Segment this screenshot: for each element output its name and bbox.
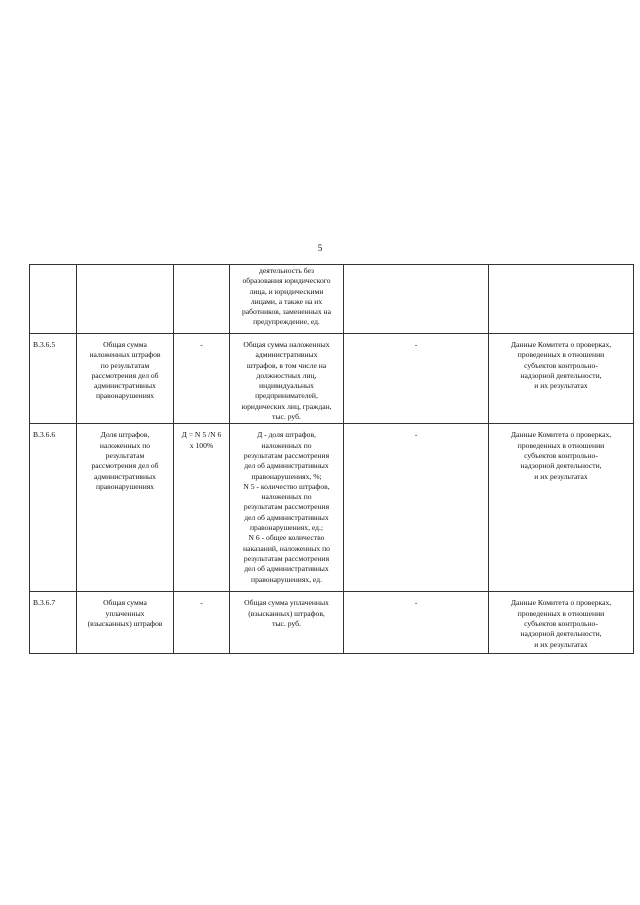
cell-code: В.3.6.5 — [30, 334, 77, 424]
cell-formula — [174, 265, 230, 334]
indicators-table — [29, 264, 634, 654]
page-number: 5 — [317, 243, 323, 253]
table-row — [30, 592, 634, 654]
cell-code — [30, 265, 77, 334]
cell-code: В.3.6.7 — [30, 592, 77, 654]
cell-target: - — [344, 334, 489, 424]
cell-formula: - — [174, 592, 230, 654]
cell-description: Д - доля штрафов, наложенных по результатам рассмотрения дел об административных правонарушениях, %; N 5 - количество штрафов, наложенных по результатам рассмотрения дел об административных правонарушениях, ед.; N 6 - общее количество наказаний, наложенных по результатам рассмотрения дел об административных правонарушениях, ед. — [230, 424, 344, 592]
cell-source: Данные Комитета о проверках, проведенных в отношении субъектов контрольно- надзорной деятельности, и их результатах — [489, 592, 634, 654]
cell-description: Общая сумма уплаченных (взысканных) штрафов, тыс. руб. — [230, 592, 344, 654]
cell-code: В.3.6.6 — [30, 424, 77, 592]
cell-description: деятельность без образования юридического лица, и юридическими лицами, а также на их работников, замененных на предупреждение, ед. — [230, 265, 344, 334]
cell-formula: Д = N 5 /N 6 х 100% — [174, 424, 230, 592]
cell-formula: - — [174, 334, 230, 424]
table-row-continuation — [30, 265, 634, 334]
cell-name: Общая сумма уплаченных (взысканных) штрафов — [77, 592, 174, 654]
cell-target: - — [344, 592, 489, 654]
cell-source: Данные Комитета о проверках, проведенных в отношении субъектов контрольно- надзорной деятельности, и их результатах — [489, 424, 634, 592]
cell-description: Общая сумма наложенных административных штрафов, в том числе на должностных лиц, индивидуальных предпринимателей, юридических лиц, граждан, тыс. руб. — [230, 334, 344, 424]
table-row — [30, 424, 634, 592]
table-row — [30, 334, 634, 424]
cell-source: Данные Комитета о проверках, проведенных в отношении субъектов контрольно- надзорной деятельности, и их результатах — [489, 334, 634, 424]
cell-source — [489, 265, 634, 334]
cell-name: Общая сумма наложенных штрафов по результатам рассмотрения дел об административных правонарушениях — [77, 334, 174, 424]
cell-name: Доля штрафов, наложенных по результатам рассмотрения дел об административных правонарушениях — [77, 424, 174, 592]
cell-target — [344, 265, 489, 334]
cell-name — [77, 265, 174, 334]
cell-target: - — [344, 424, 489, 592]
